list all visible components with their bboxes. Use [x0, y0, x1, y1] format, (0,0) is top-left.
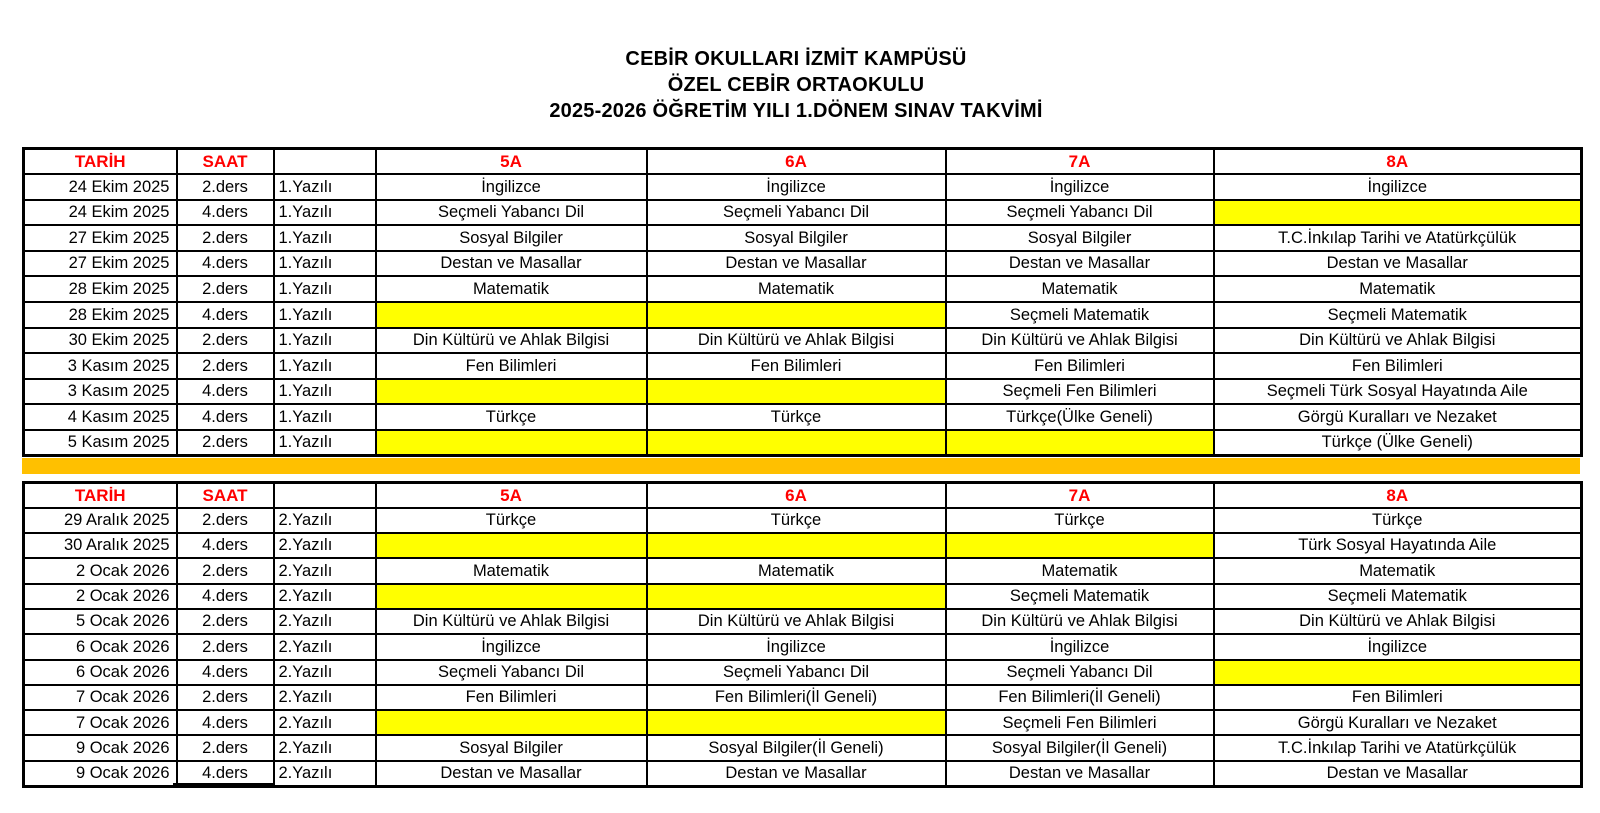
subject-cell: Seçmeli Türk Sosyal Hayatında Aile [1214, 379, 1582, 405]
header-time: SAAT [177, 149, 274, 175]
lesson-period-cell: 2.ders [177, 558, 274, 583]
lesson-period-cell: 4.ders [177, 533, 274, 558]
date-cell: 29 Aralık 2025 [24, 508, 177, 533]
subject-cell: İngilizce [376, 634, 647, 659]
subject-cell: Seçmeli Fen Bilimleri [946, 379, 1214, 405]
lesson-period-cell: 4.ders [177, 584, 274, 609]
subject-cell: Türkçe [647, 508, 946, 533]
empty-slot-cell [376, 584, 647, 609]
date-cell: 9 Ocak 2026 [24, 761, 177, 786]
exam-row [24, 276, 1582, 302]
subject-cell: Din Kültürü ve Ahlak Bilgisi [647, 328, 946, 354]
exam-type-cell: 2.Yazılı [274, 761, 376, 786]
subject-cell: İngilizce [946, 174, 1214, 200]
empty-slot-cell [647, 533, 946, 558]
header-class-6a: 6A [647, 149, 946, 175]
empty-slot-cell [946, 430, 1214, 456]
subject-cell: Türkçe [1214, 508, 1582, 533]
lesson-period-cell: 4.ders [177, 302, 274, 328]
lesson-period-cell: 2.ders [177, 609, 274, 634]
exam-row [24, 225, 1582, 251]
empty-slot-cell [647, 302, 946, 328]
header-class-5a: 5A [376, 483, 647, 508]
header-class-8a: 8A [1214, 483, 1582, 508]
header-row [24, 149, 1582, 175]
date-cell: 27 Ekim 2025 [24, 225, 177, 251]
subject-cell: Seçmeli Yabancı Dil [647, 660, 946, 685]
exam-row [24, 508, 1582, 533]
subject-cell: Türkçe [376, 508, 647, 533]
subject-cell: Destan ve Masallar [1214, 251, 1582, 277]
subject-cell: Destan ve Masallar [946, 761, 1214, 786]
subject-cell: Fen Bilimleri [1214, 685, 1582, 710]
subject-cell: Seçmeli Fen Bilimleri [946, 710, 1214, 735]
lesson-period-cell: 2.ders [177, 634, 274, 659]
subject-cell: Matematik [946, 276, 1214, 302]
date-cell: 27 Ekim 2025 [24, 251, 177, 277]
exam-row [24, 302, 1582, 328]
header-class-6a: 6A [647, 483, 946, 508]
subject-cell: İngilizce [647, 634, 946, 659]
exam-type-cell: 2.Yazılı [274, 735, 376, 760]
subject-cell: Destan ve Masallar [1214, 761, 1582, 786]
orange-separator-bar [22, 458, 1580, 474]
subject-cell: Matematik [946, 558, 1214, 583]
exam-type-cell: 1.Yazılı [274, 379, 376, 405]
exam-type-cell: 2.Yazılı [274, 660, 376, 685]
exam-type-cell: 1.Yazılı [274, 353, 376, 379]
lesson-period-cell: 2.ders [177, 735, 274, 760]
exam-row [24, 558, 1582, 583]
subject-cell: Din Kültürü ve Ahlak Bilgisi [1214, 609, 1582, 634]
date-cell: 9 Ocak 2026 [24, 735, 177, 760]
subject-cell: Türkçe [647, 404, 946, 430]
exam-row [24, 379, 1582, 405]
subject-cell: Seçmeli Yabancı Dil [376, 200, 647, 226]
lesson-period-cell: 2.ders [177, 685, 274, 710]
exam-row [24, 328, 1582, 354]
header-time: SAAT [177, 483, 274, 508]
title-school-line: ÖZEL CEBİR ORTAOKULU [667, 74, 925, 96]
exam-row [24, 609, 1582, 634]
subject-cell: Seçmeli Yabancı Dil [946, 660, 1214, 685]
lesson-period-cell: 4.ders [177, 251, 274, 277]
subject-cell: Sosyal Bilgiler [946, 225, 1214, 251]
active-cell-underline [173, 783, 274, 788]
date-cell: 6 Ocak 2026 [24, 634, 177, 659]
exam-row [24, 353, 1582, 379]
exam-row [24, 430, 1582, 456]
lesson-period-cell: 2.ders [177, 353, 274, 379]
empty-slot-cell [1214, 200, 1582, 226]
subject-cell: Matematik [647, 558, 946, 583]
subject-cell: Matematik [1214, 558, 1582, 583]
exam-row [24, 634, 1582, 659]
date-cell: 3 Kasım 2025 [24, 379, 177, 405]
exam-type-cell: 2.Yazılı [274, 533, 376, 558]
subject-cell: Sosyal Bilgiler [376, 225, 647, 251]
header-exam-type [274, 483, 376, 508]
exam-type-cell: 1.Yazılı [274, 200, 376, 226]
subject-cell: Din Kültürü ve Ahlak Bilgisi [946, 328, 1214, 354]
exam-type-cell: 2.Yazılı [274, 558, 376, 583]
date-cell: 2 Ocak 2026 [24, 584, 177, 609]
lesson-period-cell: 2.ders [177, 225, 274, 251]
empty-slot-cell [647, 379, 946, 405]
subject-cell: İngilizce [946, 634, 1214, 659]
empty-slot-cell [647, 710, 946, 735]
exam-table-first-written [22, 147, 1583, 457]
date-cell: 28 Ekim 2025 [24, 302, 177, 328]
exam-type-cell: 1.Yazılı [274, 328, 376, 354]
subject-cell: Seçmeli Matematik [1214, 302, 1582, 328]
empty-slot-cell [376, 533, 647, 558]
subject-cell: Din Kültürü ve Ahlak Bilgisi [946, 609, 1214, 634]
subject-cell: Görgü Kuralları ve Nezaket [1214, 710, 1582, 735]
empty-slot-cell [376, 710, 647, 735]
exam-type-cell: 1.Yazılı [274, 430, 376, 456]
subject-cell: Destan ve Masallar [946, 251, 1214, 277]
subject-cell: Matematik [647, 276, 946, 302]
subject-cell: Destan ve Masallar [647, 761, 946, 786]
lesson-period-cell: 2.ders [177, 328, 274, 354]
exam-schedule-sheet [22, 147, 1580, 797]
subject-cell: T.C.İnkılap Tarihi ve Atatürkçülük [1214, 225, 1582, 251]
subject-cell: Matematik [376, 276, 647, 302]
date-cell: 24 Ekim 2025 [24, 174, 177, 200]
lesson-period-cell: 4.ders [177, 660, 274, 685]
subject-cell: Seçmeli Yabancı Dil [946, 200, 1214, 226]
empty-slot-cell [946, 533, 1214, 558]
subject-cell: T.C.İnkılap Tarihi ve Atatürkçülük [1214, 735, 1582, 760]
subject-cell: Destan ve Masallar [376, 251, 647, 277]
subject-cell: Sosyal Bilgiler(İl Geneli) [647, 735, 946, 760]
lesson-period-cell: 4.ders [177, 404, 274, 430]
exam-type-cell: 1.Yazılı [274, 404, 376, 430]
subject-cell: İngilizce [647, 174, 946, 200]
subject-cell: Türkçe (Ülke Geneli) [1214, 430, 1582, 456]
date-cell: 3 Kasım 2025 [24, 353, 177, 379]
subject-cell: İngilizce [376, 174, 647, 200]
exam-type-cell: 1.Yazılı [274, 302, 376, 328]
subject-cell: Türkçe [376, 404, 647, 430]
lesson-period-cell: 2.ders [177, 508, 274, 533]
date-cell: 5 Ocak 2026 [24, 609, 177, 634]
header-date: TARİH [24, 483, 177, 508]
exam-row [24, 404, 1582, 430]
page-title [0, 46, 1592, 124]
header-exam-type [274, 149, 376, 175]
header-row [24, 483, 1582, 508]
subject-cell: Matematik [376, 558, 647, 583]
exam-type-cell: 2.Yazılı [274, 634, 376, 659]
subject-cell: Seçmeli Matematik [1214, 584, 1582, 609]
subject-cell: Din Kültürü ve Ahlak Bilgisi [376, 328, 647, 354]
empty-slot-cell [647, 584, 946, 609]
subject-cell: Seçmeli Yabancı Dil [647, 200, 946, 226]
exam-type-cell: 2.Yazılı [274, 584, 376, 609]
exam-type-cell: 1.Yazılı [274, 174, 376, 200]
date-cell: 6 Ocak 2026 [24, 660, 177, 685]
empty-slot-cell [1214, 660, 1582, 685]
subject-cell: Sosyal Bilgiler [376, 735, 647, 760]
empty-slot-cell [376, 430, 647, 456]
date-cell: 24 Ekim 2025 [24, 200, 177, 226]
exam-row [24, 200, 1582, 226]
exam-row [24, 660, 1582, 685]
subject-cell: Fen Bilimleri [1214, 353, 1582, 379]
lesson-period-cell: 4.ders [177, 710, 274, 735]
subject-cell: Seçmeli Matematik [946, 302, 1214, 328]
empty-slot-cell [376, 379, 647, 405]
subject-cell: Din Kültürü ve Ahlak Bilgisi [376, 609, 647, 634]
lesson-period-cell: 4.ders [177, 200, 274, 226]
date-cell: 2 Ocak 2026 [24, 558, 177, 583]
exam-row [24, 685, 1582, 710]
subject-cell: Fen Bilimleri(İl Geneli) [946, 685, 1214, 710]
subject-cell: Sosyal Bilgiler [647, 225, 946, 251]
lesson-period-cell: 2.ders [177, 430, 274, 456]
header-class-8a: 8A [1214, 149, 1582, 175]
lesson-period-cell: 4.ders [177, 761, 274, 786]
subject-cell: Fen Bilimleri(İl Geneli) [647, 685, 946, 710]
exam-type-cell: 2.Yazılı [274, 685, 376, 710]
subject-cell: Fen Bilimleri [946, 353, 1214, 379]
header-class-7a: 7A [946, 483, 1214, 508]
subject-cell: Türk Sosyal Hayatında Aile [1214, 533, 1582, 558]
date-cell: 30 Ekim 2025 [24, 328, 177, 354]
date-cell: 5 Kasım 2025 [24, 430, 177, 456]
title-schedule-line: 2025-2026 ÖĞRETİM YILI 1.DÖNEM SINAV TAKVİMİ [549, 100, 1043, 122]
date-cell: 4 Kasım 2025 [24, 404, 177, 430]
header-date: TARİH [24, 149, 177, 175]
subject-cell: Destan ve Masallar [376, 761, 647, 786]
subject-cell: İngilizce [1214, 174, 1582, 200]
title-campus-line: CEBİR OKULLARI İZMİT KAMPÜSÜ [625, 48, 967, 70]
subject-cell: Türkçe [946, 508, 1214, 533]
subject-cell: Fen Bilimleri [647, 353, 946, 379]
date-cell: 30 Aralık 2025 [24, 533, 177, 558]
date-cell: 7 Ocak 2026 [24, 710, 177, 735]
empty-slot-cell [647, 430, 946, 456]
exam-type-cell: 2.Yazılı [274, 710, 376, 735]
subject-cell: Din Kültürü ve Ahlak Bilgisi [647, 609, 946, 634]
date-cell: 7 Ocak 2026 [24, 685, 177, 710]
exam-row [24, 533, 1582, 558]
subject-cell: İngilizce [1214, 634, 1582, 659]
lesson-period-cell: 4.ders [177, 379, 274, 405]
exam-row [24, 710, 1582, 735]
subject-cell: Sosyal Bilgiler(İl Geneli) [946, 735, 1214, 760]
exam-type-cell: 1.Yazılı [274, 225, 376, 251]
subject-cell: Matematik [1214, 276, 1582, 302]
exam-type-cell: 1.Yazılı [274, 251, 376, 277]
header-class-5a: 5A [376, 149, 647, 175]
date-cell: 28 Ekim 2025 [24, 276, 177, 302]
subject-cell: Görgü Kuralları ve Nezaket [1214, 404, 1582, 430]
exam-table-second-written [22, 481, 1583, 788]
header-class-7a: 7A [946, 149, 1214, 175]
exam-type-cell: 2.Yazılı [274, 609, 376, 634]
subject-cell: Seçmeli Matematik [946, 584, 1214, 609]
exam-type-cell: 2.Yazılı [274, 508, 376, 533]
exam-row [24, 251, 1582, 277]
lesson-period-cell: 2.ders [177, 174, 274, 200]
subject-cell: Fen Bilimleri [376, 685, 647, 710]
subject-cell: Fen Bilimleri [376, 353, 647, 379]
exam-row [24, 174, 1582, 200]
exam-type-cell: 1.Yazılı [274, 276, 376, 302]
subject-cell: Seçmeli Yabancı Dil [376, 660, 647, 685]
lesson-period-cell: 2.ders [177, 276, 274, 302]
exam-row [24, 584, 1582, 609]
exam-row [24, 735, 1582, 760]
subject-cell: Din Kültürü ve Ahlak Bilgisi [1214, 328, 1582, 354]
subject-cell: Türkçe(Ülke Geneli) [946, 404, 1214, 430]
empty-slot-cell [376, 302, 647, 328]
subject-cell: Destan ve Masallar [647, 251, 946, 277]
